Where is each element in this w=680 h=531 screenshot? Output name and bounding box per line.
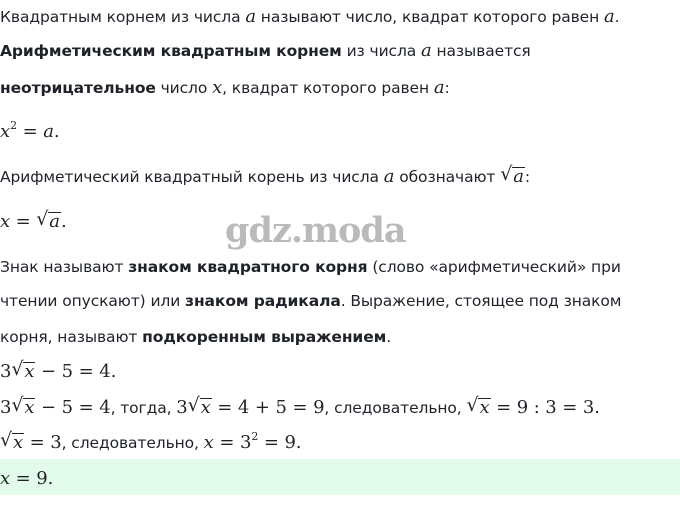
sqrt-x [11,358,35,382]
var-x: x [0,121,11,142]
text: , квадрат которого равен [222,79,434,97]
coefficient: 3 [176,397,188,418]
var-a: a [433,77,445,98]
text: из числа [341,42,422,60]
text: корня, называют [0,328,143,346]
equation-rest: = 3 [213,432,252,453]
sqrt-x [11,394,35,418]
sqrt-a [500,163,525,187]
sign-line-1 [0,258,621,276]
text: . Выражение, стоящее под знаком [340,292,622,310]
radical-sign: √ [0,429,13,451]
radical-sign: √ [500,163,513,185]
radical-sign: √ [11,358,24,380]
text: . [614,8,620,26]
radical-sign: √ [466,394,479,416]
var-a: a [383,166,395,187]
radicand: x [479,397,490,418]
equation-rest: = 9. [258,432,302,453]
exponent: 2 [10,119,17,132]
formula-x-squared [0,119,59,142]
sqrt-x [0,429,24,453]
radicand: x [13,432,24,453]
answer-highlight [0,459,680,495]
var-a: a [43,121,54,142]
bold-term: знаком радикала [185,292,341,310]
text: число [155,79,213,97]
equals: = [10,211,37,232]
radicand: x [200,397,211,418]
text: Арифметический квадратный корень из числа [0,168,384,186]
radical-sign: √ [187,394,200,416]
var-a: a [421,40,432,61]
text: : [524,168,530,186]
formula-x-sqrt-a [0,210,67,232]
radicand: x [24,397,35,418]
var-x: x [203,432,214,453]
period: . [60,211,67,232]
period: . [53,121,60,142]
bold-term: неотрицательное [0,79,156,97]
var-x: x [212,77,223,98]
bold-term: подкоренным выражением [142,328,387,346]
sqrt-a [36,208,61,232]
radicand: a [49,211,60,232]
var-a: a [603,6,615,27]
equation-rest: = 3 [24,432,62,453]
text: чтении опускают) или [0,292,186,310]
var-a: a [245,6,256,27]
bold-term: Арифметическим квадратным корнем [0,42,342,60]
sqrt-x [187,394,212,418]
equation-rest: = 9 : 3 = 3. [490,397,600,418]
text: . [386,328,392,346]
radical-sign: √ [11,394,24,416]
equals: = [16,121,44,142]
text: Квадратным корнем из числа [0,8,246,26]
radicand: a [513,166,524,187]
radicand: x [24,361,35,382]
solution-step-2 [0,430,301,453]
notation-line [0,163,530,187]
sign-line-3 [0,328,391,346]
equation-rest: = 9. [10,468,54,489]
sqrt-x [466,394,490,418]
definition-line-2 [0,40,531,61]
equation-task [0,360,116,382]
coefficient: 3 [0,361,12,382]
var-x: x [0,468,11,489]
equation-rest: − 5 = 4. [35,361,117,382]
radical-sign: √ [36,208,49,230]
equation-rest: − 5 = 4 [35,397,111,418]
sign-line-2 [0,292,621,310]
equation-rest: = 4 + 5 = 9 [211,397,325,418]
text: , следовательно, [61,434,204,452]
text: называется [431,42,531,60]
watermark-logo: gdz.moda [225,210,406,251]
text: Знак называют [0,258,129,276]
text: называют число, квадрат которого равен [255,8,604,26]
text: , следовательно, [324,399,467,417]
coefficient: 3 [0,397,12,418]
text: , тогда, [110,399,177,417]
text: (слово «арифметический» при [367,258,621,276]
final-answer [0,467,53,489]
solution-step-1 [0,396,600,418]
exponent: 2 [251,430,259,443]
text: : [444,79,450,97]
definition-line-3 [0,77,450,98]
definition-line-1 [0,6,619,27]
var-x: x [0,211,11,232]
text: обозначают [394,168,501,186]
bold-term: знаком квадратного корня [128,258,368,276]
